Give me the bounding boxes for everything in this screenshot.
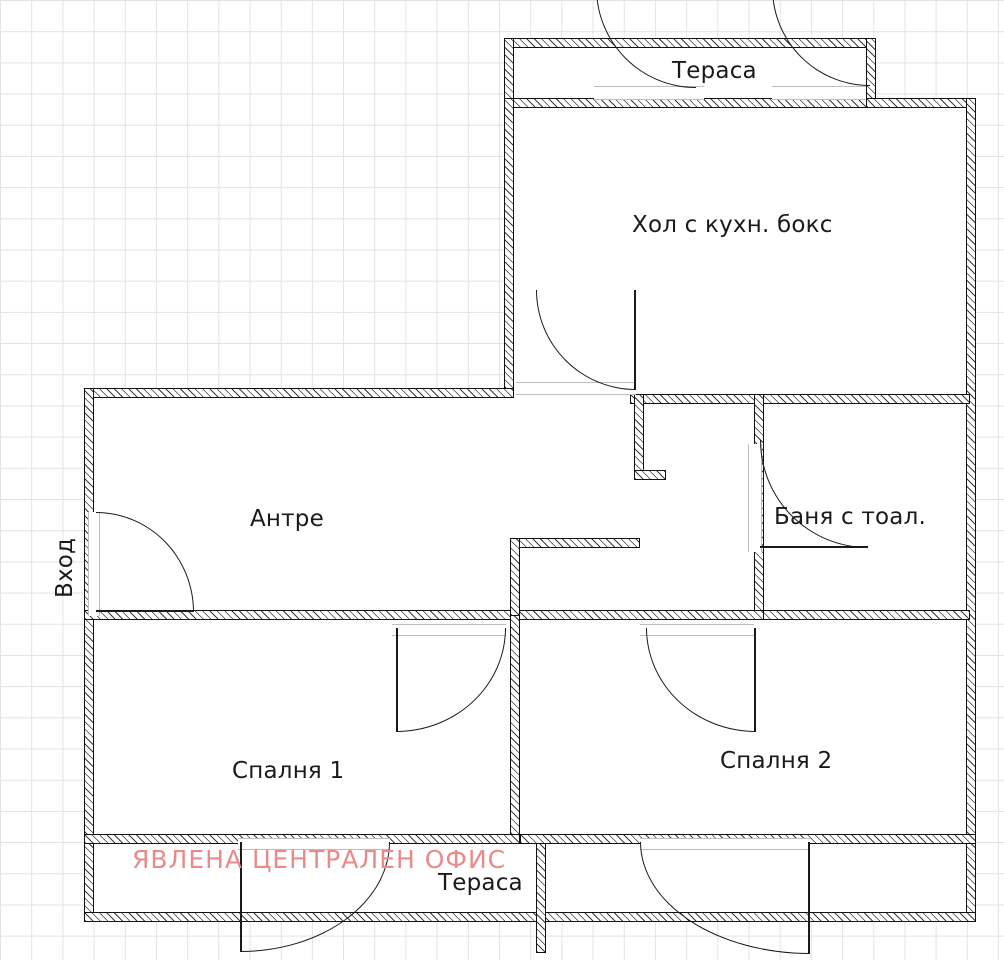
room-label-bedroom-2: Спалня 2 bbox=[720, 748, 833, 774]
wall-living-left bbox=[504, 98, 514, 396]
room-label-bedroom-1: Спалня 1 bbox=[232, 758, 345, 784]
opening-bathroom-door bbox=[748, 444, 762, 552]
wall-bathroom-bottom bbox=[754, 610, 970, 620]
watermark: ЯВЛЕНА ЦЕНТРАЛЕН ОФИС bbox=[132, 845, 507, 874]
wall-living-right bbox=[966, 98, 976, 922]
room-label-bathroom: Баня с тоал. bbox=[774, 504, 926, 530]
wall-between-bedrooms bbox=[510, 610, 520, 842]
entrance-label: Вход bbox=[52, 537, 78, 598]
wall-living-bottom-partition bbox=[630, 394, 970, 404]
door-leaf-living bbox=[634, 290, 636, 390]
room-label-hallway: Антре bbox=[250, 506, 324, 532]
door-arc-bedroom2-terrace bbox=[640, 842, 810, 954]
door-leaf-bedroom1 bbox=[396, 628, 398, 732]
door-leaf-entrance bbox=[96, 610, 194, 612]
wall-bottom-terrace-stub bbox=[536, 843, 546, 953]
wall-main-bottom bbox=[84, 912, 976, 922]
room-label-terrace-top: Тераса bbox=[672, 58, 757, 84]
wall-hall-niche-horizontal bbox=[510, 538, 640, 548]
door-leaf-bedroom2-terrace bbox=[808, 842, 810, 954]
door-leaf-bedroom2 bbox=[754, 628, 756, 732]
opening-terrace-top-right bbox=[772, 86, 866, 100]
wall-main-top-left bbox=[84, 388, 514, 398]
wall-hall-stub-vertical bbox=[634, 394, 644, 480]
opening-terrace-top-left bbox=[594, 86, 704, 100]
wall-hall-niche-vertical bbox=[510, 538, 520, 616]
wall-living-top bbox=[866, 98, 976, 108]
room-label-living-kitchen: Хол с кухн. бокс bbox=[632, 212, 833, 238]
room-label-terrace-bottom: Тераса bbox=[438, 870, 523, 896]
wall-hall-stub-foot bbox=[634, 470, 666, 480]
door-leaf-bathroom bbox=[760, 546, 868, 548]
